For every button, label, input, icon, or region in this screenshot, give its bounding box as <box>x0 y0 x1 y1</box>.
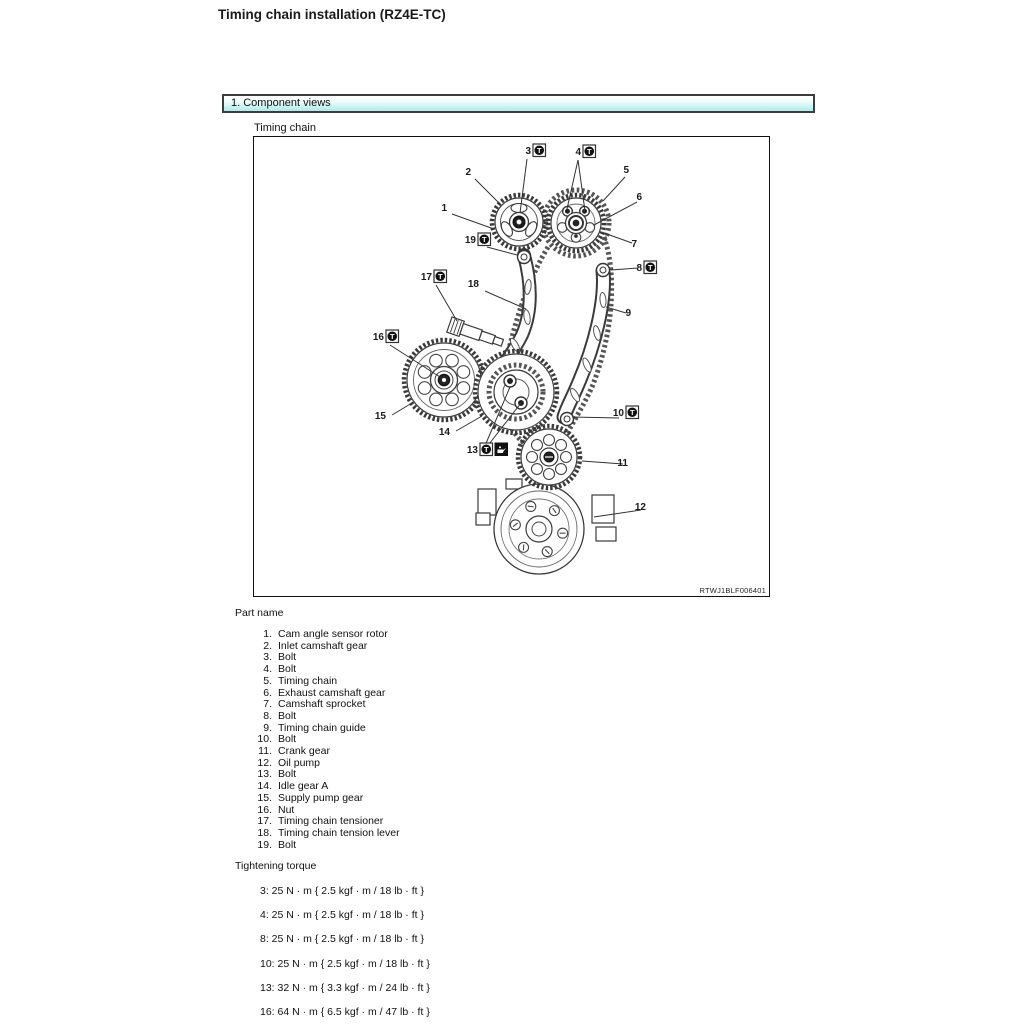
part-name-text: Cam angle sensor rotor <box>278 628 388 640</box>
part-number: 7. <box>263 698 272 711</box>
callout-label-2: 2 <box>465 167 471 178</box>
part-row <box>253 723 400 735</box>
timing-chain-diagram <box>253 136 770 597</box>
svg-text:T: T <box>536 146 542 155</box>
part-number: 19. <box>257 838 272 851</box>
part-row <box>253 758 400 770</box>
callout-label-8: 8 <box>636 263 642 274</box>
part-name-text: Idle gear A <box>278 780 329 793</box>
part-name-text: Nut <box>278 803 295 816</box>
part-name-text: Bolt <box>278 733 297 746</box>
part-row <box>253 652 400 664</box>
part-number: 3. <box>263 651 272 664</box>
part-row <box>253 840 400 852</box>
part-row <box>253 641 400 653</box>
part-number: 16. <box>257 803 272 816</box>
svg-text:T: T <box>586 147 592 156</box>
part-number: 8. <box>263 709 272 722</box>
part-number: 12. <box>257 756 272 769</box>
oil-apply-icon <box>495 443 508 456</box>
part-name-text: Bolt <box>278 768 297 781</box>
part-name-text: Crank gear <box>278 745 330 758</box>
callout-label-16: 16 <box>372 332 384 343</box>
part-number: 17. <box>257 815 272 828</box>
part-name-text: Supply pump gear <box>278 791 364 804</box>
part-row <box>253 746 400 758</box>
torque-spec-row: 8: 25 N · m { 2.5 kgf · m / 18 lb · ft } <box>260 933 424 946</box>
svg-text:T: T <box>437 272 443 281</box>
part-name-text: Timing chain guide <box>278 721 366 734</box>
svg-text:T: T <box>647 263 653 272</box>
part-number: 14. <box>257 780 272 793</box>
svg-text:T: T <box>389 332 395 341</box>
callout-label-19: 19 <box>464 235 476 246</box>
part-number: 6. <box>263 686 272 699</box>
part-row <box>253 629 400 641</box>
torque-heading: Tightening torque <box>235 860 317 872</box>
callout-label-18: 18 <box>467 279 479 290</box>
part-row <box>253 793 400 805</box>
section-header-component-views <box>222 94 815 113</box>
figure-label: Timing chain <box>254 122 316 134</box>
part-number: 5. <box>263 674 272 687</box>
torque-spec-row: 4: 25 N · m { 2.5 kgf · m / 18 lb · ft } <box>260 909 424 922</box>
svg-text:T: T <box>629 408 635 417</box>
part-name-text: Inlet camshaft gear <box>278 639 368 652</box>
callout-label-13: 13 <box>466 445 478 456</box>
part-name-text: Bolt <box>278 838 297 851</box>
part-row <box>253 711 400 723</box>
torque-spec-row: 16: 64 N · m { 6.5 kgf · m / 47 lb · ft } <box>260 1006 430 1019</box>
part-name-text: Bolt <box>278 663 297 676</box>
torque-spec-row: 3: 25 N · m { 2.5 kgf · m / 18 lb · ft } <box>260 885 424 898</box>
part-name-text: Timing chain tension lever <box>278 826 400 839</box>
torque-list <box>260 879 430 1024</box>
callout-label-12: 12 <box>634 502 646 513</box>
part-number: 13. <box>257 768 272 781</box>
part-row <box>253 828 400 840</box>
timing-chain-diagram-svg <box>254 137 769 596</box>
part-number: 1. <box>263 628 272 640</box>
part-name-text: Camshaft sprocket <box>278 698 366 711</box>
callout-label-7: 7 <box>631 239 637 250</box>
svg-text:T: T <box>481 235 487 244</box>
callout-label-15: 15 <box>374 411 386 422</box>
section-header-label: 1. Component views <box>231 97 331 109</box>
part-number: 2. <box>263 639 272 652</box>
callout-label-3: 3 <box>525 146 531 157</box>
parts-list <box>253 629 400 851</box>
part-number: 9. <box>263 721 272 734</box>
torque-spec-row: 10: 25 N · m { 2.5 kgf · m / 18 lb · ft } <box>260 957 430 970</box>
callout-label-4: 4 <box>575 147 581 158</box>
callout-label-6: 6 <box>636 192 642 203</box>
parts-heading: Part name <box>235 607 284 619</box>
part-number: 15. <box>257 791 272 804</box>
part-name-text: Timing chain <box>278 674 338 687</box>
part-name-text: Bolt <box>278 709 297 722</box>
part-row <box>253 699 400 711</box>
part-row <box>253 676 400 688</box>
figure-code: RTWJ1BLF006401 <box>699 586 766 595</box>
part-name-text: Oil pump <box>278 756 321 769</box>
callout-label-11: 11 <box>617 458 628 469</box>
part-name-text: Exhaust camshaft gear <box>278 686 386 699</box>
part-number: 18. <box>257 826 272 839</box>
callout-label-1: 1 <box>441 203 447 214</box>
callout-label-5: 5 <box>623 165 629 176</box>
svg-text:T: T <box>483 445 489 454</box>
torque-spec-row: 13: 32 N · m { 3.3 kgf · m / 24 lb · ft } <box>260 981 430 994</box>
page-title: Timing chain installation (RZ4E-TC) <box>218 7 446 22</box>
callout-label-10: 10 <box>612 408 624 419</box>
part-number: 4. <box>263 663 272 676</box>
part-number: 10. <box>257 733 272 746</box>
callout-label-14: 14 <box>438 427 450 438</box>
part-number: 11. <box>258 745 272 758</box>
callout-label-17: 17 <box>420 272 432 283</box>
part-name-text: Bolt <box>278 651 297 664</box>
part-name-text: Timing chain tensioner <box>278 815 384 828</box>
callout-label-9: 9 <box>625 308 631 319</box>
